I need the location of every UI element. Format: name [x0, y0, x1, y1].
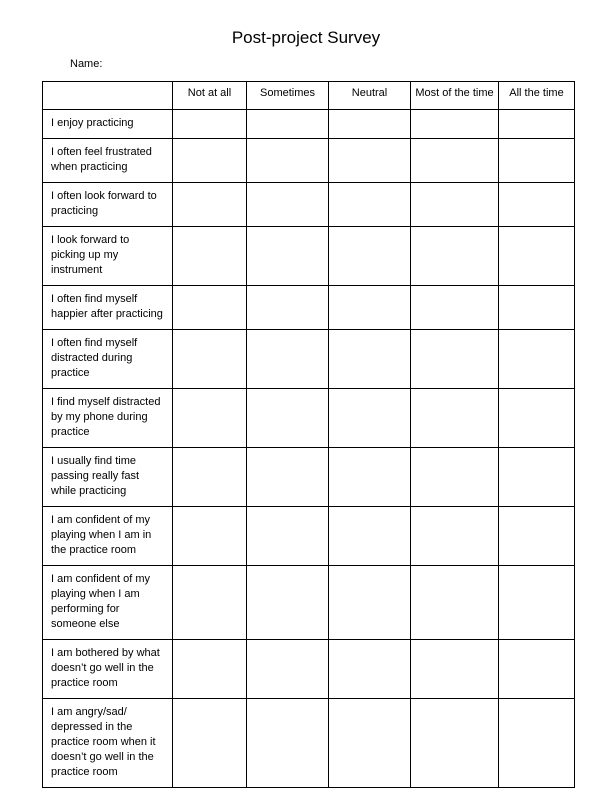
- table-row: [43, 139, 575, 183]
- question-cell: I am angry/sad/ depressed in the practice room when it doesn’t go well in the practice room: [43, 699, 173, 788]
- answer-cell[interactable]: [499, 640, 575, 699]
- answer-cell[interactable]: [329, 110, 411, 139]
- question-cell: I find myself distracted by my phone during practice: [43, 389, 173, 448]
- header-row: [43, 82, 575, 110]
- question-cell: I look forward to picking up my instrument: [43, 227, 173, 286]
- answer-cell[interactable]: [499, 389, 575, 448]
- answer-cell[interactable]: [247, 448, 329, 507]
- answer-cell[interactable]: [499, 330, 575, 389]
- answer-cell[interactable]: [329, 183, 411, 227]
- answer-cell[interactable]: [411, 699, 499, 788]
- answer-cell[interactable]: [411, 110, 499, 139]
- answer-cell[interactable]: [499, 139, 575, 183]
- question-cell: I often find myself happier after practicing: [43, 286, 173, 330]
- answer-cell[interactable]: [411, 389, 499, 448]
- answer-cell[interactable]: [247, 699, 329, 788]
- table-row: [43, 110, 575, 139]
- question-cell: I often look forward to practicing: [43, 183, 173, 227]
- answer-cell[interactable]: [499, 110, 575, 139]
- answer-cell[interactable]: [247, 227, 329, 286]
- answer-cell[interactable]: [411, 566, 499, 640]
- table-row: [43, 699, 575, 788]
- answer-cell[interactable]: [247, 286, 329, 330]
- table-row: [43, 227, 575, 286]
- answer-cell[interactable]: [499, 183, 575, 227]
- answer-cell[interactable]: [173, 183, 247, 227]
- answer-cell[interactable]: [173, 227, 247, 286]
- answer-cell[interactable]: [411, 640, 499, 699]
- table-row: [43, 286, 575, 330]
- table-row: [43, 640, 575, 699]
- answer-cell[interactable]: [173, 139, 247, 183]
- table-row: [43, 448, 575, 507]
- column-header-neutral: Neutral: [329, 82, 411, 110]
- answer-cell[interactable]: [411, 330, 499, 389]
- answer-cell[interactable]: [173, 566, 247, 640]
- survey-table: [42, 81, 575, 788]
- answer-cell[interactable]: [329, 139, 411, 183]
- answer-cell[interactable]: [247, 330, 329, 389]
- answer-cell[interactable]: [173, 110, 247, 139]
- answer-cell[interactable]: [247, 566, 329, 640]
- answer-cell[interactable]: [247, 139, 329, 183]
- header-blank-cell: [43, 82, 173, 110]
- answer-cell[interactable]: [411, 139, 499, 183]
- answer-cell[interactable]: [329, 566, 411, 640]
- answer-cell[interactable]: [173, 286, 247, 330]
- question-cell: I often find myself distracted during practice: [43, 330, 173, 389]
- name-label: Name:: [70, 58, 103, 70]
- answer-cell[interactable]: [247, 507, 329, 566]
- table-row: [43, 507, 575, 566]
- answer-cell[interactable]: [173, 640, 247, 699]
- answer-cell[interactable]: [411, 448, 499, 507]
- answer-cell[interactable]: [329, 699, 411, 788]
- answer-cell[interactable]: [329, 330, 411, 389]
- answer-cell[interactable]: [329, 507, 411, 566]
- table-row: [43, 566, 575, 640]
- answer-cell[interactable]: [499, 227, 575, 286]
- answer-cell[interactable]: [329, 227, 411, 286]
- answer-cell[interactable]: [247, 183, 329, 227]
- answer-cell[interactable]: [499, 566, 575, 640]
- answer-cell[interactable]: [329, 448, 411, 507]
- answer-cell[interactable]: [499, 286, 575, 330]
- question-cell: I am confident of my playing when I am in the practice room: [43, 507, 173, 566]
- question-cell: I am bothered by what doesn’t go well in the practice room: [43, 640, 173, 699]
- question-cell: I often feel frustrated when practicing: [43, 139, 173, 183]
- answer-cell[interactable]: [499, 699, 575, 788]
- table-row: [43, 183, 575, 227]
- answer-cell[interactable]: [499, 507, 575, 566]
- column-header-sometimes: Sometimes: [247, 82, 329, 110]
- answer-cell[interactable]: [173, 330, 247, 389]
- answer-cell[interactable]: [411, 286, 499, 330]
- question-cell: I usually find time passing really fast while practicing: [43, 448, 173, 507]
- answer-cell[interactable]: [411, 507, 499, 566]
- question-cell: I am confident of my playing when I am performing for someone else: [43, 566, 173, 640]
- answer-cell[interactable]: [173, 448, 247, 507]
- table-row: [43, 389, 575, 448]
- answer-cell[interactable]: [329, 286, 411, 330]
- answer-cell[interactable]: [247, 389, 329, 448]
- answer-cell[interactable]: [247, 110, 329, 139]
- answer-cell[interactable]: [411, 227, 499, 286]
- answer-cell[interactable]: [499, 448, 575, 507]
- answer-cell[interactable]: [173, 507, 247, 566]
- answer-cell[interactable]: [411, 183, 499, 227]
- answer-cell[interactable]: [329, 640, 411, 699]
- column-header-not-at-all: Not at all: [173, 82, 247, 110]
- table-row: [43, 330, 575, 389]
- answer-cell[interactable]: [173, 389, 247, 448]
- answer-cell[interactable]: [173, 699, 247, 788]
- column-header-most-of-the-time: Most of the time: [411, 82, 499, 110]
- page-title: Post-project Survey: [231, 28, 381, 47]
- question-cell: I enjoy practicing: [43, 110, 173, 139]
- answer-cell[interactable]: [329, 389, 411, 448]
- column-header-all-the-time: All the time: [499, 82, 575, 110]
- answer-cell[interactable]: [247, 640, 329, 699]
